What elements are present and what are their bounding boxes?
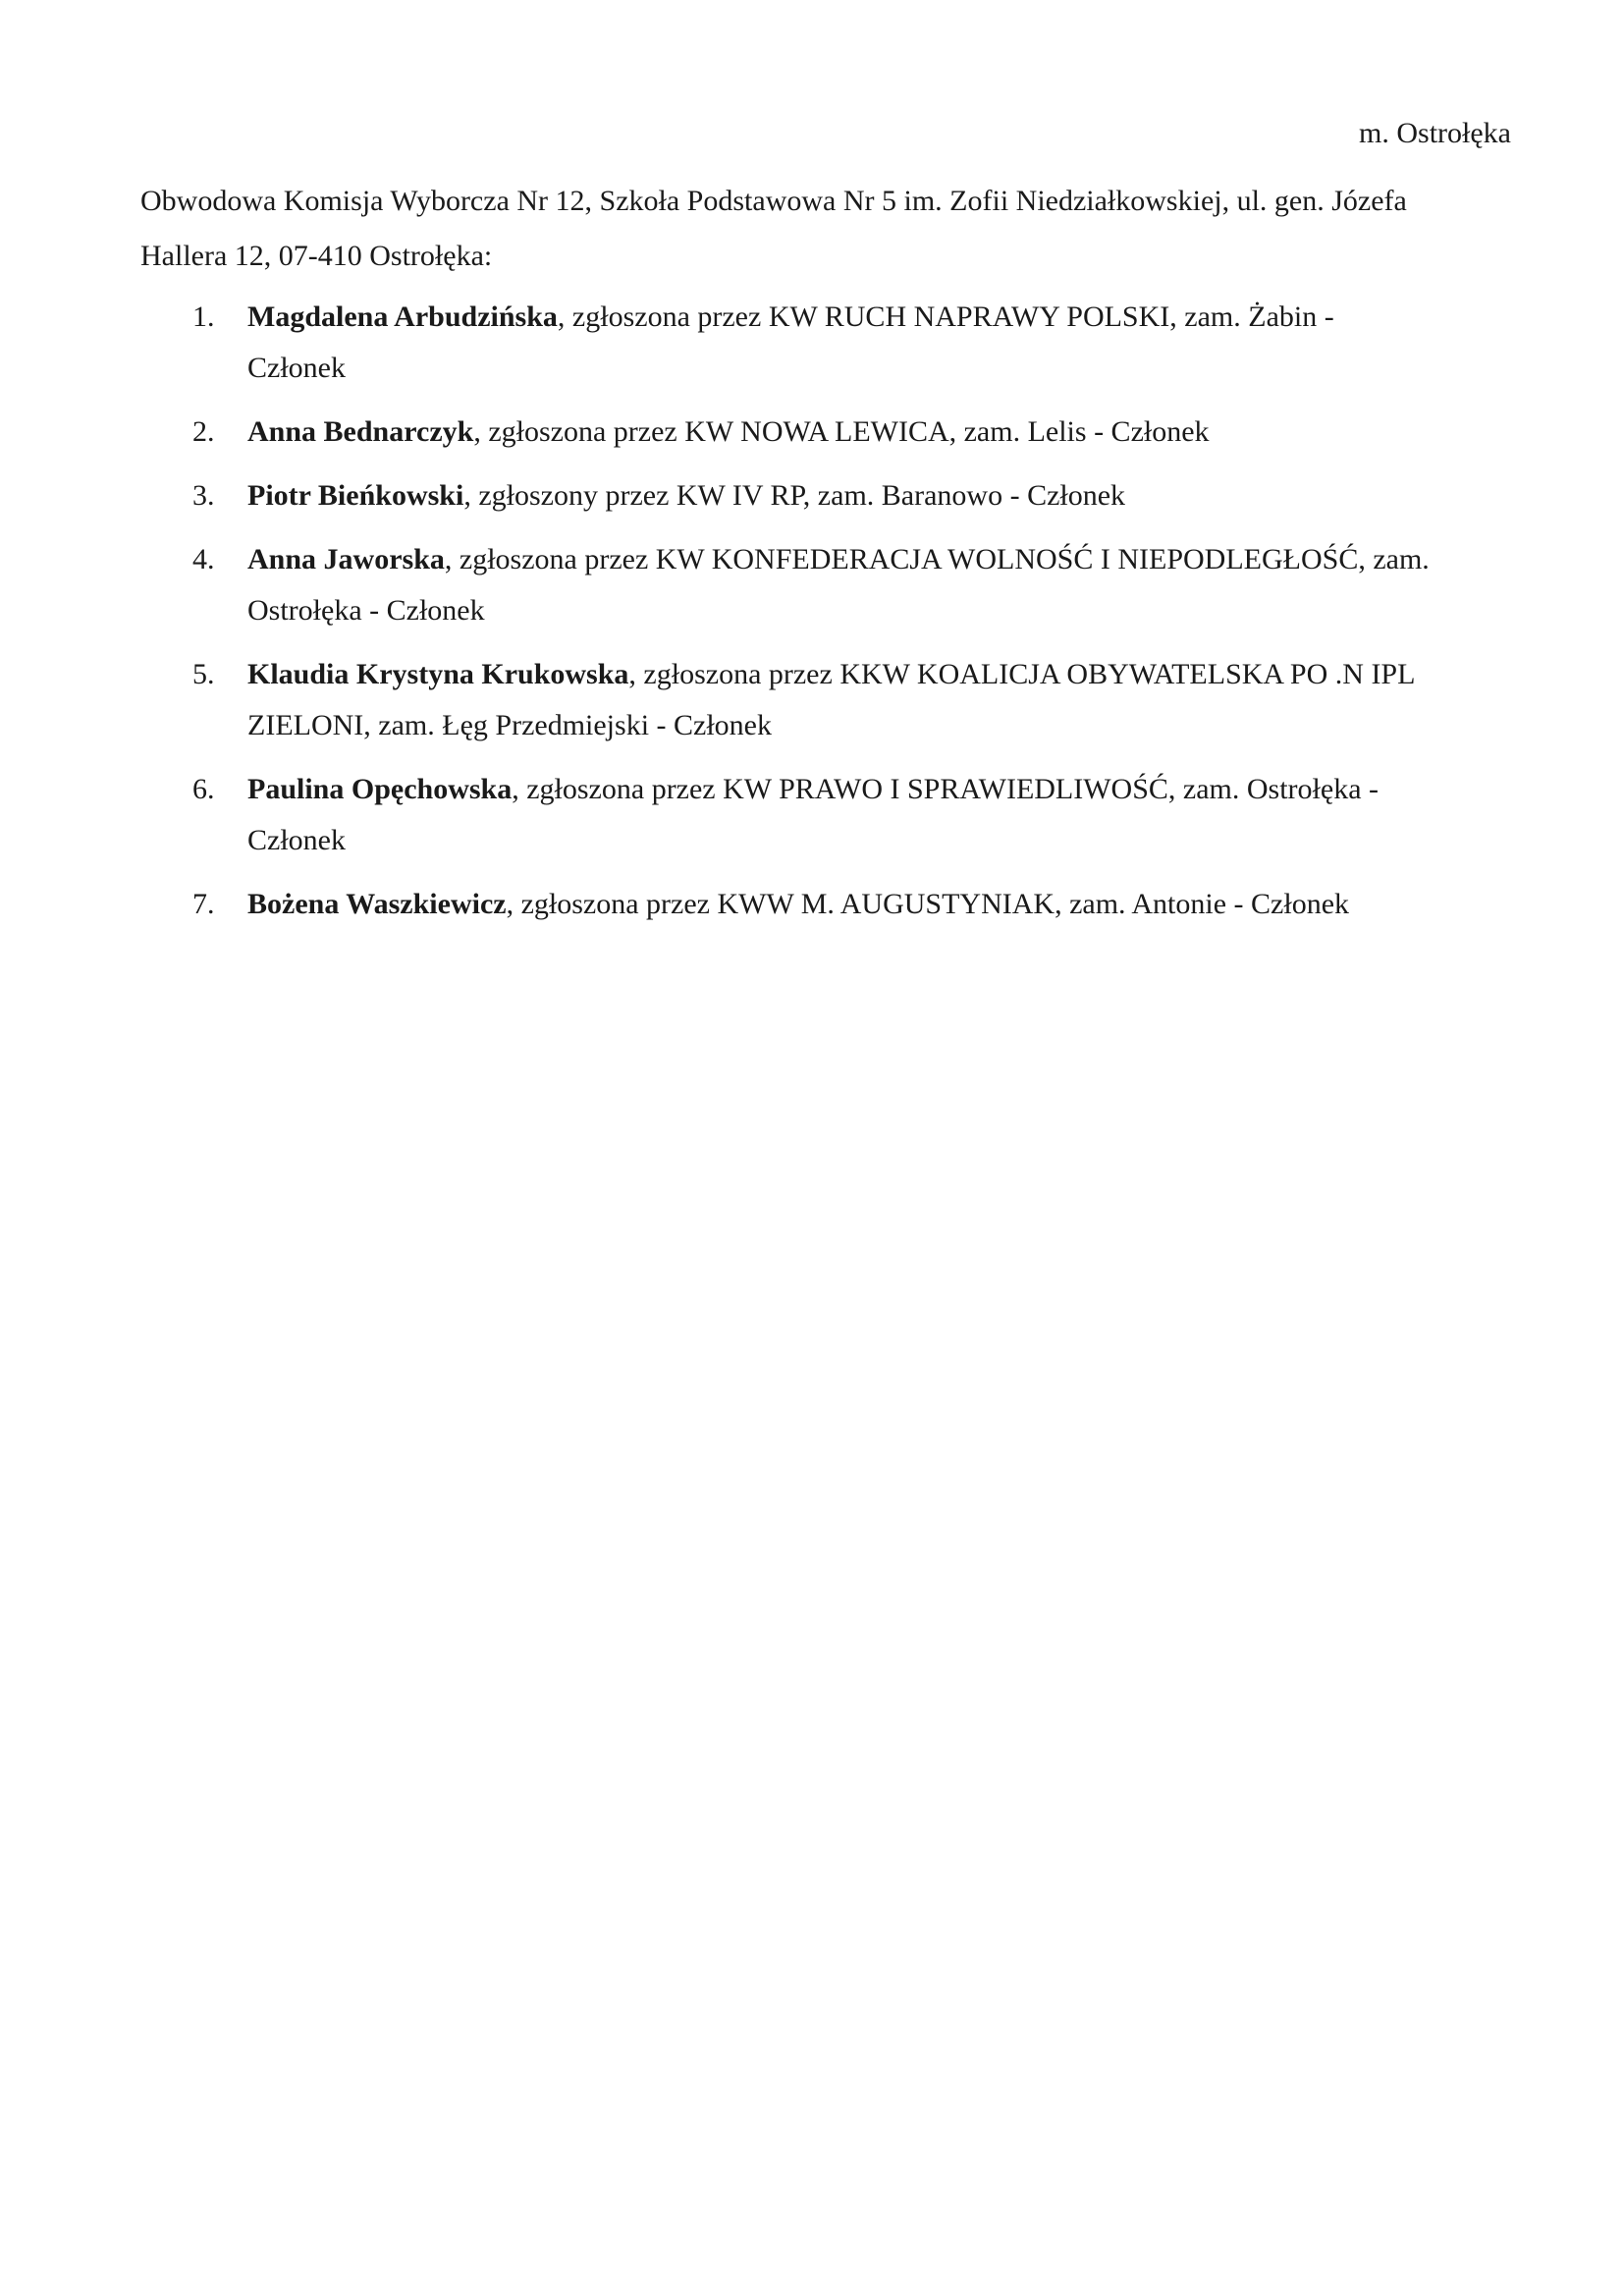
member-item-6 bbox=[0, 764, 1435, 866]
member-name: Anna Jaworska bbox=[247, 543, 445, 575]
member-number: 6. bbox=[192, 773, 215, 805]
member-item-4 bbox=[0, 534, 1435, 636]
member-list bbox=[0, 292, 1623, 943]
member-item-1 bbox=[0, 292, 1435, 394]
member-item-3 bbox=[0, 470, 1435, 521]
member-details: , zgłoszona przez KWW M. AUGUSTYNIAK, zam. Antonie - Członek bbox=[506, 888, 1350, 920]
member-item-7 bbox=[0, 879, 1435, 930]
member-number: 5. bbox=[192, 658, 215, 690]
member-name: Piotr Bieńkowski bbox=[247, 479, 464, 512]
member-number: 1. bbox=[192, 301, 215, 333]
member-item-2 bbox=[0, 407, 1435, 458]
member-details: , zgłoszony przez KW IV RP, zam. Baranowo - Członek bbox=[463, 479, 1126, 512]
member-name: Anna Bednarczyk bbox=[247, 415, 474, 448]
member-number: 2. bbox=[192, 415, 215, 448]
locality-header: m. Ostrołęka bbox=[1359, 117, 1511, 149]
member-details: , zgłoszona przez KW KONFEDERACJA WOLNOŚĆ I NIEPODLEGŁOŚĆ, zam. Ostrołęka - Członek bbox=[247, 543, 1430, 627]
member-details: , zgłoszona przez KW RUCH NAPRAWY POLSKI, zam. Żabin - Członek bbox=[247, 301, 1334, 384]
member-name: Paulina Opęchowska bbox=[247, 773, 513, 805]
member-name: Magdalena Arbudzińska bbox=[247, 301, 558, 333]
member-number: 3. bbox=[192, 479, 215, 512]
member-details: , zgłoszona przez KW NOWA LEWICA, zam. Lelis - Członek bbox=[473, 415, 1210, 448]
member-name: Klaudia Krystyna Krukowska bbox=[247, 658, 629, 690]
member-details: , zgłoszona przez KKW KOALICJA OBYWATELSKA PO .N IPL ZIELONI, zam. Łęg Przedmiejski - Członek bbox=[247, 658, 1415, 741]
member-number: 7. bbox=[192, 888, 215, 920]
member-name: Bożena Waszkiewicz bbox=[247, 888, 507, 920]
member-item-5 bbox=[0, 649, 1435, 751]
commission-description: Obwodowa Komisja Wyborcza Nr 12, Szkoła Podstawowa Nr 5 im. Zofii Niedziałkowskiej, ul. gen. Józefa Hallera 12, 07-410 Ostrołęka: bbox=[140, 185, 1407, 272]
member-details: , zgłoszona przez KW PRAWO I SPRAWIEDLIWOŚĆ, zam. Ostrołęka - Członek bbox=[247, 773, 1380, 856]
member-number: 4. bbox=[192, 543, 215, 575]
